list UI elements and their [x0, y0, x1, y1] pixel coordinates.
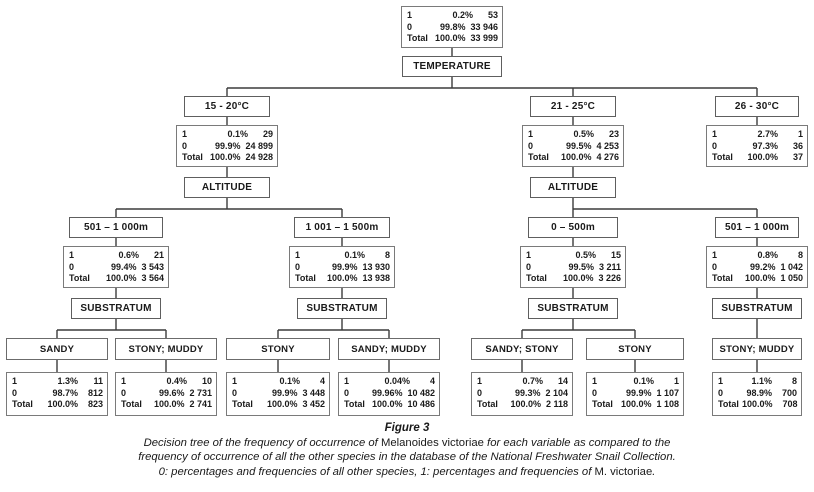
stat-cell: 97.3%	[752, 140, 778, 151]
stat-row	[407, 10, 498, 22]
stat-cell: 0	[712, 140, 718, 151]
stat-cell: 1.3%	[57, 376, 78, 386]
stat-cell: 1	[712, 250, 718, 260]
stat-cell: 4	[429, 376, 435, 386]
stat-cell: 0.04%	[384, 376, 410, 386]
stat-cell: 3 543	[141, 261, 164, 272]
category-stony-muddy-1: STONY; MUDDY	[115, 338, 217, 360]
stat-row	[712, 152, 803, 164]
stat-cell: 708	[782, 399, 798, 409]
stat-row	[121, 376, 212, 388]
stat-cell: 2 104	[545, 387, 568, 398]
stat-cell: 0.5%	[575, 250, 596, 260]
stats-leaf-stony-1	[226, 372, 330, 416]
branch-alt-1001-1500: 1 001 – 1 500m	[294, 217, 390, 238]
stats-leaf-sandy-stony	[471, 372, 573, 416]
caption-line-3: 0: percentages and frequencies of all other species, 1: percentages and frequencies of M. victoriae.	[158, 465, 656, 478]
stat-cell: 29	[262, 129, 273, 139]
stat-row	[182, 152, 273, 164]
stat-cell: 99.9%	[331, 261, 358, 272]
stats-leaf-sandy-muddy	[338, 372, 440, 416]
stat-cell: 812	[87, 387, 103, 398]
stat-cell: 98.9%	[746, 387, 772, 398]
stat-row	[69, 273, 164, 285]
stat-cell: 100.0%	[562, 273, 594, 283]
stat-row	[182, 141, 273, 153]
stat-row	[528, 152, 619, 164]
stat-row	[407, 22, 498, 34]
stat-row	[712, 141, 803, 153]
stats-alt-1001-1500	[289, 246, 395, 288]
stat-cell: 99.8%	[439, 21, 466, 32]
branch-temp-15-20: 15 - 20°C	[184, 96, 270, 117]
stat-cell: 2 118	[545, 399, 568, 409]
stat-cell: 24 928	[245, 152, 273, 162]
stat-row	[407, 33, 498, 45]
stat-row	[12, 399, 103, 411]
stat-row	[592, 388, 679, 400]
stat-cell: 3 564	[141, 273, 164, 283]
stat-row	[592, 376, 679, 388]
category-stony-muddy-2: STONY; MUDDY	[712, 338, 802, 360]
stat-row	[718, 399, 797, 411]
stat-cell: 99.4%	[110, 261, 137, 272]
stats-leaf-sandy	[6, 372, 108, 416]
stat-cell: Total	[718, 399, 739, 409]
stat-cell: 3 226	[598, 273, 621, 283]
substratum-node-2: SUBSTRATUM	[297, 298, 387, 319]
stat-cell: 37	[792, 152, 803, 162]
stat-cell: 0	[592, 387, 598, 398]
stats-alt-501-1000-right	[706, 246, 808, 288]
stat-cell: Total	[526, 273, 547, 283]
stat-cell: Total	[528, 152, 549, 162]
root-stats-box	[401, 6, 503, 48]
branch-temp-21-25: 21 - 25°C	[530, 96, 616, 117]
stat-cell: 1	[344, 376, 350, 386]
stat-cell: 1	[673, 376, 679, 386]
stat-cell: 1 050	[780, 273, 803, 283]
stat-cell: 700	[781, 387, 797, 398]
stat-cell: Total	[121, 399, 142, 409]
stat-cell: 0.1%	[344, 250, 365, 260]
altitude-node-left: ALTITUDE	[184, 177, 270, 198]
stat-cell: 0	[182, 140, 188, 151]
stat-row	[712, 262, 803, 274]
stat-cell: 100.0%	[209, 152, 241, 162]
stat-cell: 1 042	[780, 261, 803, 272]
figure-caption-title: Figure 3	[384, 422, 430, 434]
stat-row	[718, 388, 797, 400]
stat-cell: 99.6%	[158, 387, 185, 398]
stat-cell: 100.0%	[434, 33, 466, 43]
stat-cell: 0	[718, 387, 724, 398]
stat-cell: 11	[93, 376, 103, 386]
stat-cell: 2.7%	[757, 129, 778, 139]
stat-cell: 99.5%	[565, 140, 592, 151]
stat-cell: 100.0%	[105, 273, 137, 283]
stat-row	[121, 388, 212, 400]
stat-cell: 1.1%	[751, 376, 772, 386]
stats-alt-0-500	[520, 246, 626, 288]
stat-cell: 23	[608, 129, 619, 139]
stat-cell: 99.9%	[271, 387, 298, 398]
stats-leaf-stony-muddy-2	[712, 372, 802, 416]
stat-row	[69, 262, 164, 274]
stat-cell: 100.0%	[560, 152, 592, 162]
stat-cell: 99.2%	[749, 261, 776, 272]
altitude-node-right: ALTITUDE	[530, 177, 616, 198]
stat-cell: 100.0%	[747, 152, 778, 162]
stat-cell: 10 486	[407, 399, 435, 409]
stat-cell: 0	[526, 261, 532, 272]
stat-row	[712, 273, 803, 285]
stat-cell: 1 108	[656, 399, 679, 409]
stat-row	[344, 388, 435, 400]
stat-row	[477, 399, 568, 411]
category-sandy-muddy: SANDY; MUDDY	[338, 338, 440, 360]
stat-cell: 36	[792, 140, 803, 151]
category-stony-2: STONY	[586, 338, 684, 360]
substratum-node-4: SUBSTRATUM	[712, 298, 802, 319]
stat-cell: 0	[121, 387, 127, 398]
stat-cell: 0	[12, 387, 18, 398]
stat-cell: 1	[121, 376, 127, 386]
stat-cell: Total	[182, 152, 203, 162]
stat-cell: 0.2%	[452, 10, 473, 20]
stat-cell: 99.3%	[514, 387, 541, 398]
stat-cell: 8	[797, 250, 803, 260]
stat-row	[232, 388, 325, 400]
stat-cell: 99.9%	[625, 387, 652, 398]
stat-cell: 1	[182, 129, 188, 139]
stat-cell: 8	[384, 250, 390, 260]
stat-row	[528, 129, 619, 141]
stat-cell: 24 899	[245, 140, 273, 151]
stat-cell: 1	[477, 376, 483, 386]
caption-line-2: frequency of occurrence of all the other species in the database of the National Freshwater Snail Collection.	[138, 451, 676, 464]
stat-cell: 0	[477, 387, 483, 398]
stat-cell: 3 448	[302, 387, 325, 398]
caption-line-1: Decision tree of the frequency of occurrence of Melanoides victoriae for each variable as compared to the	[143, 436, 671, 449]
stat-cell: 0.4%	[166, 376, 187, 386]
stat-cell: 0	[407, 21, 413, 32]
stat-cell: 14	[557, 376, 568, 386]
stat-cell: 2 741	[189, 399, 212, 409]
stat-cell: 100.0%	[620, 399, 652, 409]
stat-cell: Total	[232, 399, 253, 409]
stat-cell: 0.8%	[757, 250, 778, 260]
stat-cell: 823	[87, 399, 103, 409]
stats-temp-15-20	[176, 125, 278, 167]
stat-cell: 1	[526, 250, 532, 260]
stat-row	[718, 376, 797, 388]
stat-row	[712, 250, 803, 262]
stats-temp-21-25	[522, 125, 624, 167]
stat-row	[477, 388, 568, 400]
stat-cell: 0.1%	[227, 129, 248, 139]
stat-cell: 1 107	[656, 387, 679, 398]
stat-cell: 100.0%	[371, 399, 403, 409]
branch-alt-501-1000-left: 501 – 1 000m	[69, 217, 163, 238]
species-name-abbrev: M. victoriae	[594, 465, 653, 478]
stat-cell: 2 731	[189, 387, 212, 398]
stat-cell: 100.0%	[326, 273, 358, 283]
stat-cell: 13 938	[362, 273, 390, 283]
stat-row	[121, 399, 212, 411]
stat-cell: 15	[610, 250, 621, 260]
stat-cell: 4 253	[596, 140, 619, 151]
stat-cell: 0	[232, 387, 238, 398]
stat-cell: Total	[712, 152, 733, 162]
stat-cell: 1	[295, 250, 301, 260]
stat-row	[12, 376, 103, 388]
stat-cell: Total	[407, 33, 428, 43]
stat-row	[295, 250, 390, 262]
category-stony-1: STONY	[226, 338, 330, 360]
stat-cell: 99.96%	[371, 387, 403, 398]
stat-cell: 99.5%	[568, 261, 594, 272]
category-sandy: SANDY	[6, 338, 108, 360]
stat-row	[528, 141, 619, 153]
stat-cell: 0	[528, 140, 534, 151]
stat-row	[526, 273, 621, 285]
stat-row	[526, 262, 621, 274]
stat-cell: 1	[712, 129, 718, 139]
stat-row	[232, 399, 325, 411]
substratum-node-3: SUBSTRATUM	[528, 298, 618, 319]
stat-row	[344, 399, 435, 411]
stat-row	[232, 376, 325, 388]
stat-cell: 100.0%	[47, 399, 78, 409]
stat-cell: 1	[528, 129, 534, 139]
stat-cell: 10 482	[407, 387, 435, 398]
stat-cell: 33 946	[470, 21, 498, 32]
stat-cell: Total	[477, 399, 498, 409]
stats-leaf-stony-2	[586, 372, 684, 416]
stat-cell: 100.0%	[153, 399, 185, 409]
stat-cell: 100.0%	[266, 399, 298, 409]
stat-cell: Total	[69, 273, 90, 283]
stat-cell: 33 999	[470, 33, 498, 43]
category-sandy-stony: SANDY; STONY	[471, 338, 573, 360]
substratum-node-1: SUBSTRATUM	[71, 298, 161, 319]
stat-cell: Total	[592, 399, 613, 409]
stat-row	[712, 129, 803, 141]
stat-cell: 0.6%	[118, 250, 139, 260]
stat-cell: 1	[12, 376, 18, 386]
stat-row	[182, 129, 273, 141]
stat-cell: 1	[718, 376, 724, 386]
temperature-node: TEMPERATURE	[402, 56, 502, 77]
stat-row	[592, 399, 679, 411]
branch-alt-0-500: 0 – 500m	[528, 217, 618, 238]
stat-cell: Total	[295, 273, 316, 283]
stat-cell: 0	[344, 387, 350, 398]
figure-caption	[0, 421, 814, 479]
stat-cell: 0	[295, 261, 301, 272]
stat-row	[344, 376, 435, 388]
stat-row	[477, 376, 568, 388]
stats-alt-501-1000-left	[63, 246, 169, 288]
stat-cell: 8	[791, 376, 797, 386]
stat-row	[295, 262, 390, 274]
stat-cell: 0.5%	[573, 129, 594, 139]
stat-cell: 100.0%	[510, 399, 541, 409]
stat-cell: 1	[797, 129, 803, 139]
stat-cell: 99.9%	[214, 140, 241, 151]
stat-cell: 0	[712, 261, 718, 272]
stat-cell: 10	[201, 376, 212, 386]
stat-row	[526, 250, 621, 262]
stat-cell: Total	[344, 399, 365, 409]
stat-cell: 1	[69, 250, 75, 260]
stat-cell: 100.0%	[744, 273, 776, 283]
stat-cell: Total	[712, 273, 733, 283]
stat-cell: Total	[12, 399, 33, 409]
branch-alt-501-1000-right: 501 – 1 000m	[715, 217, 799, 238]
species-name-full: Melanoides victoriae	[380, 436, 484, 449]
stat-cell: 1	[592, 376, 598, 386]
stat-cell: 0.7%	[522, 376, 543, 386]
stat-row	[69, 250, 164, 262]
stat-cell: 1	[232, 376, 238, 386]
branch-temp-26-30: 26 - 30°C	[715, 96, 799, 117]
stat-cell: 98.7%	[52, 387, 78, 398]
stat-cell: 1	[407, 10, 413, 20]
stat-cell: 0	[69, 261, 75, 272]
stat-cell: 53	[487, 10, 498, 20]
stat-cell: 0.1%	[633, 376, 654, 386]
stat-cell: 3 211	[598, 261, 621, 272]
stat-cell: 21	[153, 250, 164, 260]
stat-cell: 100.0%	[742, 399, 773, 409]
stat-row	[295, 273, 390, 285]
stat-row	[12, 388, 103, 400]
stats-temp-26-30	[706, 125, 808, 167]
stat-cell: 4 276	[596, 152, 619, 162]
stats-leaf-stony-muddy-1	[115, 372, 217, 416]
stat-cell: 4	[319, 376, 325, 386]
stat-cell: 3 452	[302, 399, 325, 409]
stat-cell: 13 930	[362, 261, 390, 272]
stat-cell: 0.1%	[279, 376, 300, 386]
